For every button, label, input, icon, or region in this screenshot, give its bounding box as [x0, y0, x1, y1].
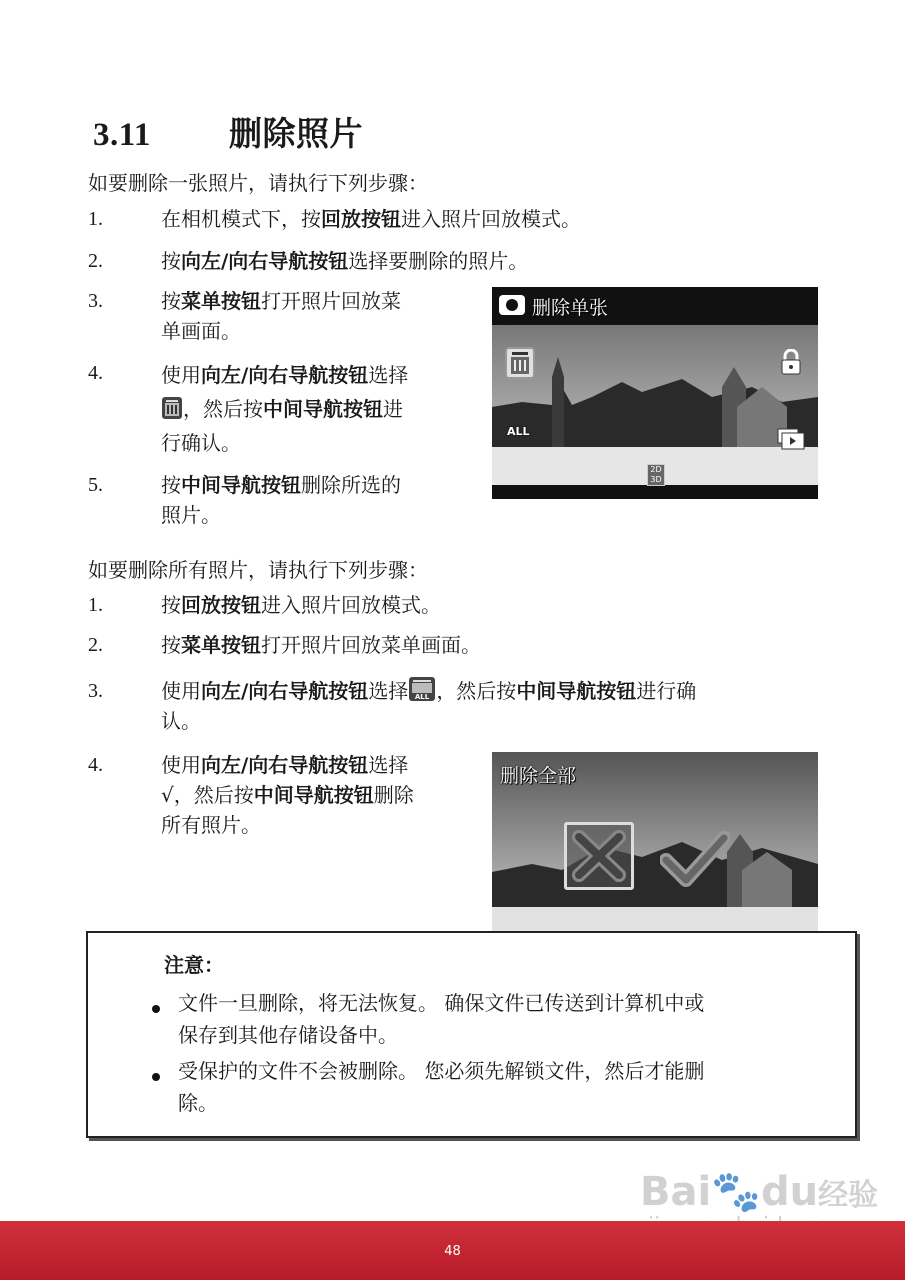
- section-title: 删除照片: [229, 114, 363, 153]
- 2d-3d-icon[interactable]: 2D 3D: [647, 464, 665, 486]
- trash-icon: [161, 396, 183, 420]
- svg-text:ALL: ALL: [415, 693, 430, 701]
- section-number: 3.11: [93, 117, 151, 153]
- note-title: 注意：: [164, 953, 224, 977]
- camera-icon: [499, 295, 525, 315]
- check-icon: [660, 830, 730, 890]
- paw-icon: 🐾: [711, 1169, 762, 1215]
- delete-all-icon[interactable]: ALL: [507, 425, 530, 438]
- intro-all: 如要删除所有照片，请执行下列步骤：: [88, 558, 428, 582]
- page-number: 48: [444, 1244, 461, 1259]
- slideshow-icon[interactable]: [776, 427, 806, 451]
- section-heading: [93, 108, 363, 155]
- delete-single-icon[interactable]: [505, 347, 535, 379]
- intro-single: 如要删除一张照片，请执行下列步骤：: [88, 171, 428, 195]
- screen2-title: 删除全部: [500, 765, 577, 787]
- bullet-icon: [152, 1073, 160, 1081]
- delete-all-screen: [492, 752, 818, 932]
- screen1-title: 删除单张: [532, 297, 609, 319]
- confirm-button[interactable]: [660, 830, 730, 890]
- note-box: [86, 931, 857, 1138]
- trash-all-icon: [408, 676, 436, 700]
- bullet-icon: [152, 1005, 160, 1013]
- watermark-logo: Bai🐾du经验: [640, 1169, 879, 1215]
- cancel-button[interactable]: [564, 822, 634, 890]
- delete-single-screen: [492, 287, 818, 499]
- cross-icon: [567, 825, 631, 887]
- lock-icon[interactable]: [780, 349, 802, 375]
- note-item-2: 受保护的文件不会被删除。 您必须先解锁文件，然后才能删 除。: [178, 1059, 705, 1115]
- note-item-1: 文件一旦删除，将无法恢复。 确保文件已传送到计算机中或 保存到其他存储设备中。: [178, 991, 705, 1047]
